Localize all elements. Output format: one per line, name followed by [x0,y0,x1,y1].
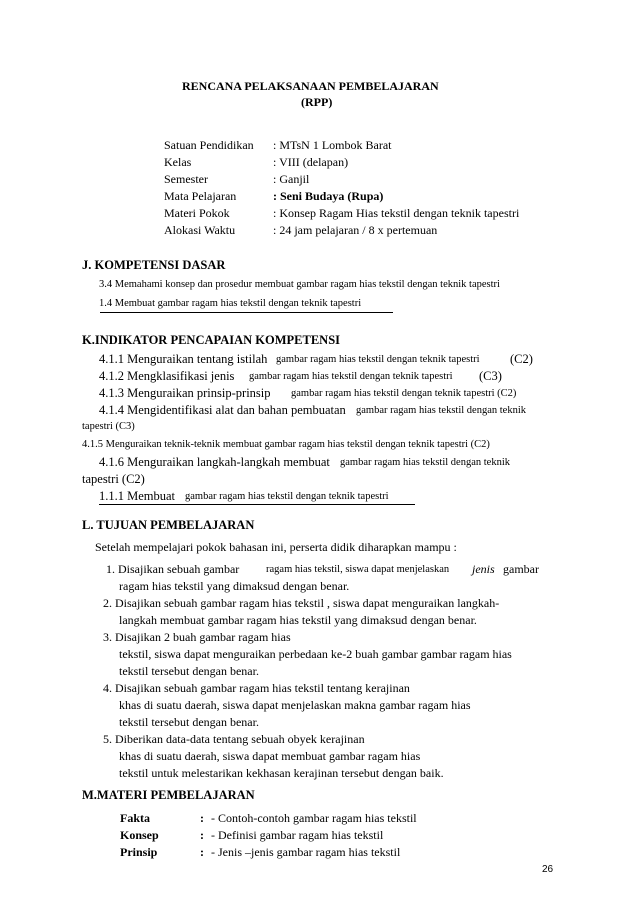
indikator-item-level: tapestri (C3) [82,421,135,432]
indikator-item-detail: gambar ragam hias tekstil dengan teknik tapestri [276,354,480,365]
materi-colon: : [200,811,204,825]
materi-value: - Contoh-contoh gambar ragam hias tekstil [211,811,417,825]
tujuan-item: 4. Disajikan sebuah gambar ragam hias tekstil tentang kerajinan [103,681,410,695]
tujuan-item-cont: tekstil tersebut dengan benar. [119,715,259,729]
tujuan-item-cont: tekstil, siswa dapat menguraikan perbedaan ke-2 buah gambar gambar ragam hias [119,647,512,661]
tujuan-item: 2. Disajikan sebuah gambar ragam hias tekstil , siswa dapat menguraikan langkah- [103,596,500,610]
tujuan-item-cont: khas di suatu daerah, siswa dapat menjelaskan makna gambar ragam hias [119,698,471,712]
document-title: RENCANA PELAKSANAAN PEMBELAJARAN [182,79,439,93]
tujuan-item-cont: khas di suatu daerah, siswa dapat membuat gambar ragam hias [119,749,421,763]
document-subtitle: (RPP) [301,95,333,109]
underline [100,312,393,313]
kd-item: 3.4 Memahami konsep dan prosedur membuat gambar ragam hias tekstil dengan teknik tapestri [99,279,500,290]
indikator-item: 4.1.6 Menguraikan langkah-langkah membuat [99,455,330,469]
indikator-item: 1.1.1 Membuat [99,489,176,503]
identity-label: Mata Pelajaran [164,189,237,203]
indikator-item-level: (C3) [479,369,502,383]
identity-value: : Ganjil [273,172,310,186]
materi-label: Fakta [120,811,150,825]
tujuan-item: 5. Diberikan data-data tentang sebuah obyek kerajinan [103,732,365,746]
indikator-item: 4.1.4 Mengidentifikasi alat dan bahan pembuatan [99,403,346,417]
section-heading-materi: M.MATERI PEMBELAJARAN [82,788,255,802]
page-number: 26 [542,864,554,875]
materi-value: - Definisi gambar ragam hias tekstil [211,828,384,842]
tujuan-item: 1. Disajikan sebuah gambar [106,562,240,576]
indikator-item: 4.1.1 Menguraikan tentang istilah [99,352,268,366]
tujuan-item-detail: gambar [503,562,539,576]
identity-label: Kelas [164,155,192,169]
tujuan-item-detail: ragam hias tekstil, siswa dapat menjelaskan [266,564,450,575]
section-heading-kompetensi-dasar: J. KOMPETENSI DASAR [82,258,226,272]
identity-label: Satuan Pendidikan [164,138,254,152]
indikator-item-level: (C2) [510,352,533,366]
identity-value: : Seni Budaya (Rupa) [273,189,384,203]
identity-value: : MTsN 1 Lombok Barat [273,138,392,152]
tujuan-intro: Setelah mempelajari pokok bahasan ini, perserta didik diharapkan mampu : [95,540,457,554]
tujuan-item-cont: tekstil untuk melestarikan kekhasan kerajinan tersebut dengan baik. [119,766,444,780]
indikator-item-detail: gambar ragam hias tekstil dengan teknik tapestri [185,491,389,502]
tujuan-item-cont: langkah membuat gambar ragam hias tekstil yang dimaksud dengan benar. [119,613,477,627]
identity-label: Semester [164,172,208,186]
materi-label: Konsep [120,828,159,842]
indikator-item: 4.1.2 Mengklasifikasi jenis [99,369,235,383]
materi-colon: : [200,828,204,842]
section-heading-tujuan: L. TUJUAN PEMBELAJARAN [82,518,255,532]
indikator-item-detail: gambar ragam hias tekstil dengan teknik [356,405,526,416]
tujuan-item-emphasis: jenis [472,562,495,576]
materi-colon: : [200,845,204,859]
identity-value: : VIII (delapan) [273,155,349,169]
indikator-item-detail: gambar ragam hias tekstil dengan teknik tapestri [249,371,453,382]
identity-value: : Konsep Ragam Hias tekstil dengan teknik tapestri [273,206,520,220]
indikator-item: 4.1.5 Menguraikan teknik-teknik membuat gambar ragam hias tekstil dengan teknik tapestri (C2) [82,439,490,450]
indikator-item-detail: gambar ragam hias tekstil dengan teknik [340,457,510,468]
section-heading-indikator: K.INDIKATOR PENCAPAIAN KOMPETENSI [82,333,341,347]
tujuan-item-cont: tekstil tersebut dengan benar. [119,664,259,678]
kd-item: 1.4 Membuat gambar ragam hias tekstil dengan teknik tapestri [99,298,362,309]
indikator-item: 4.1.3 Menguraikan prinsip-prinsip [99,386,271,400]
materi-value: - Jenis –jenis gambar ragam hias tekstil [211,845,401,859]
identity-label: Alokasi Waktu [164,223,236,237]
indikator-item-detail: gambar ragam hias tekstil dengan teknik tapestri (C2) [291,388,517,399]
tujuan-item-cont: ragam hias tekstil yang dimaksud dengan benar. [119,579,350,593]
materi-label: Prinsip [120,845,158,859]
indikator-item-level: tapestri (C2) [82,472,145,486]
tujuan-item: 3. Disajikan 2 buah gambar ragam hias [103,630,291,644]
underline [99,504,415,505]
identity-value: : 24 jam pelajaran / 8 x pertemuan [273,223,438,237]
identity-label: Materi Pokok [164,206,230,220]
